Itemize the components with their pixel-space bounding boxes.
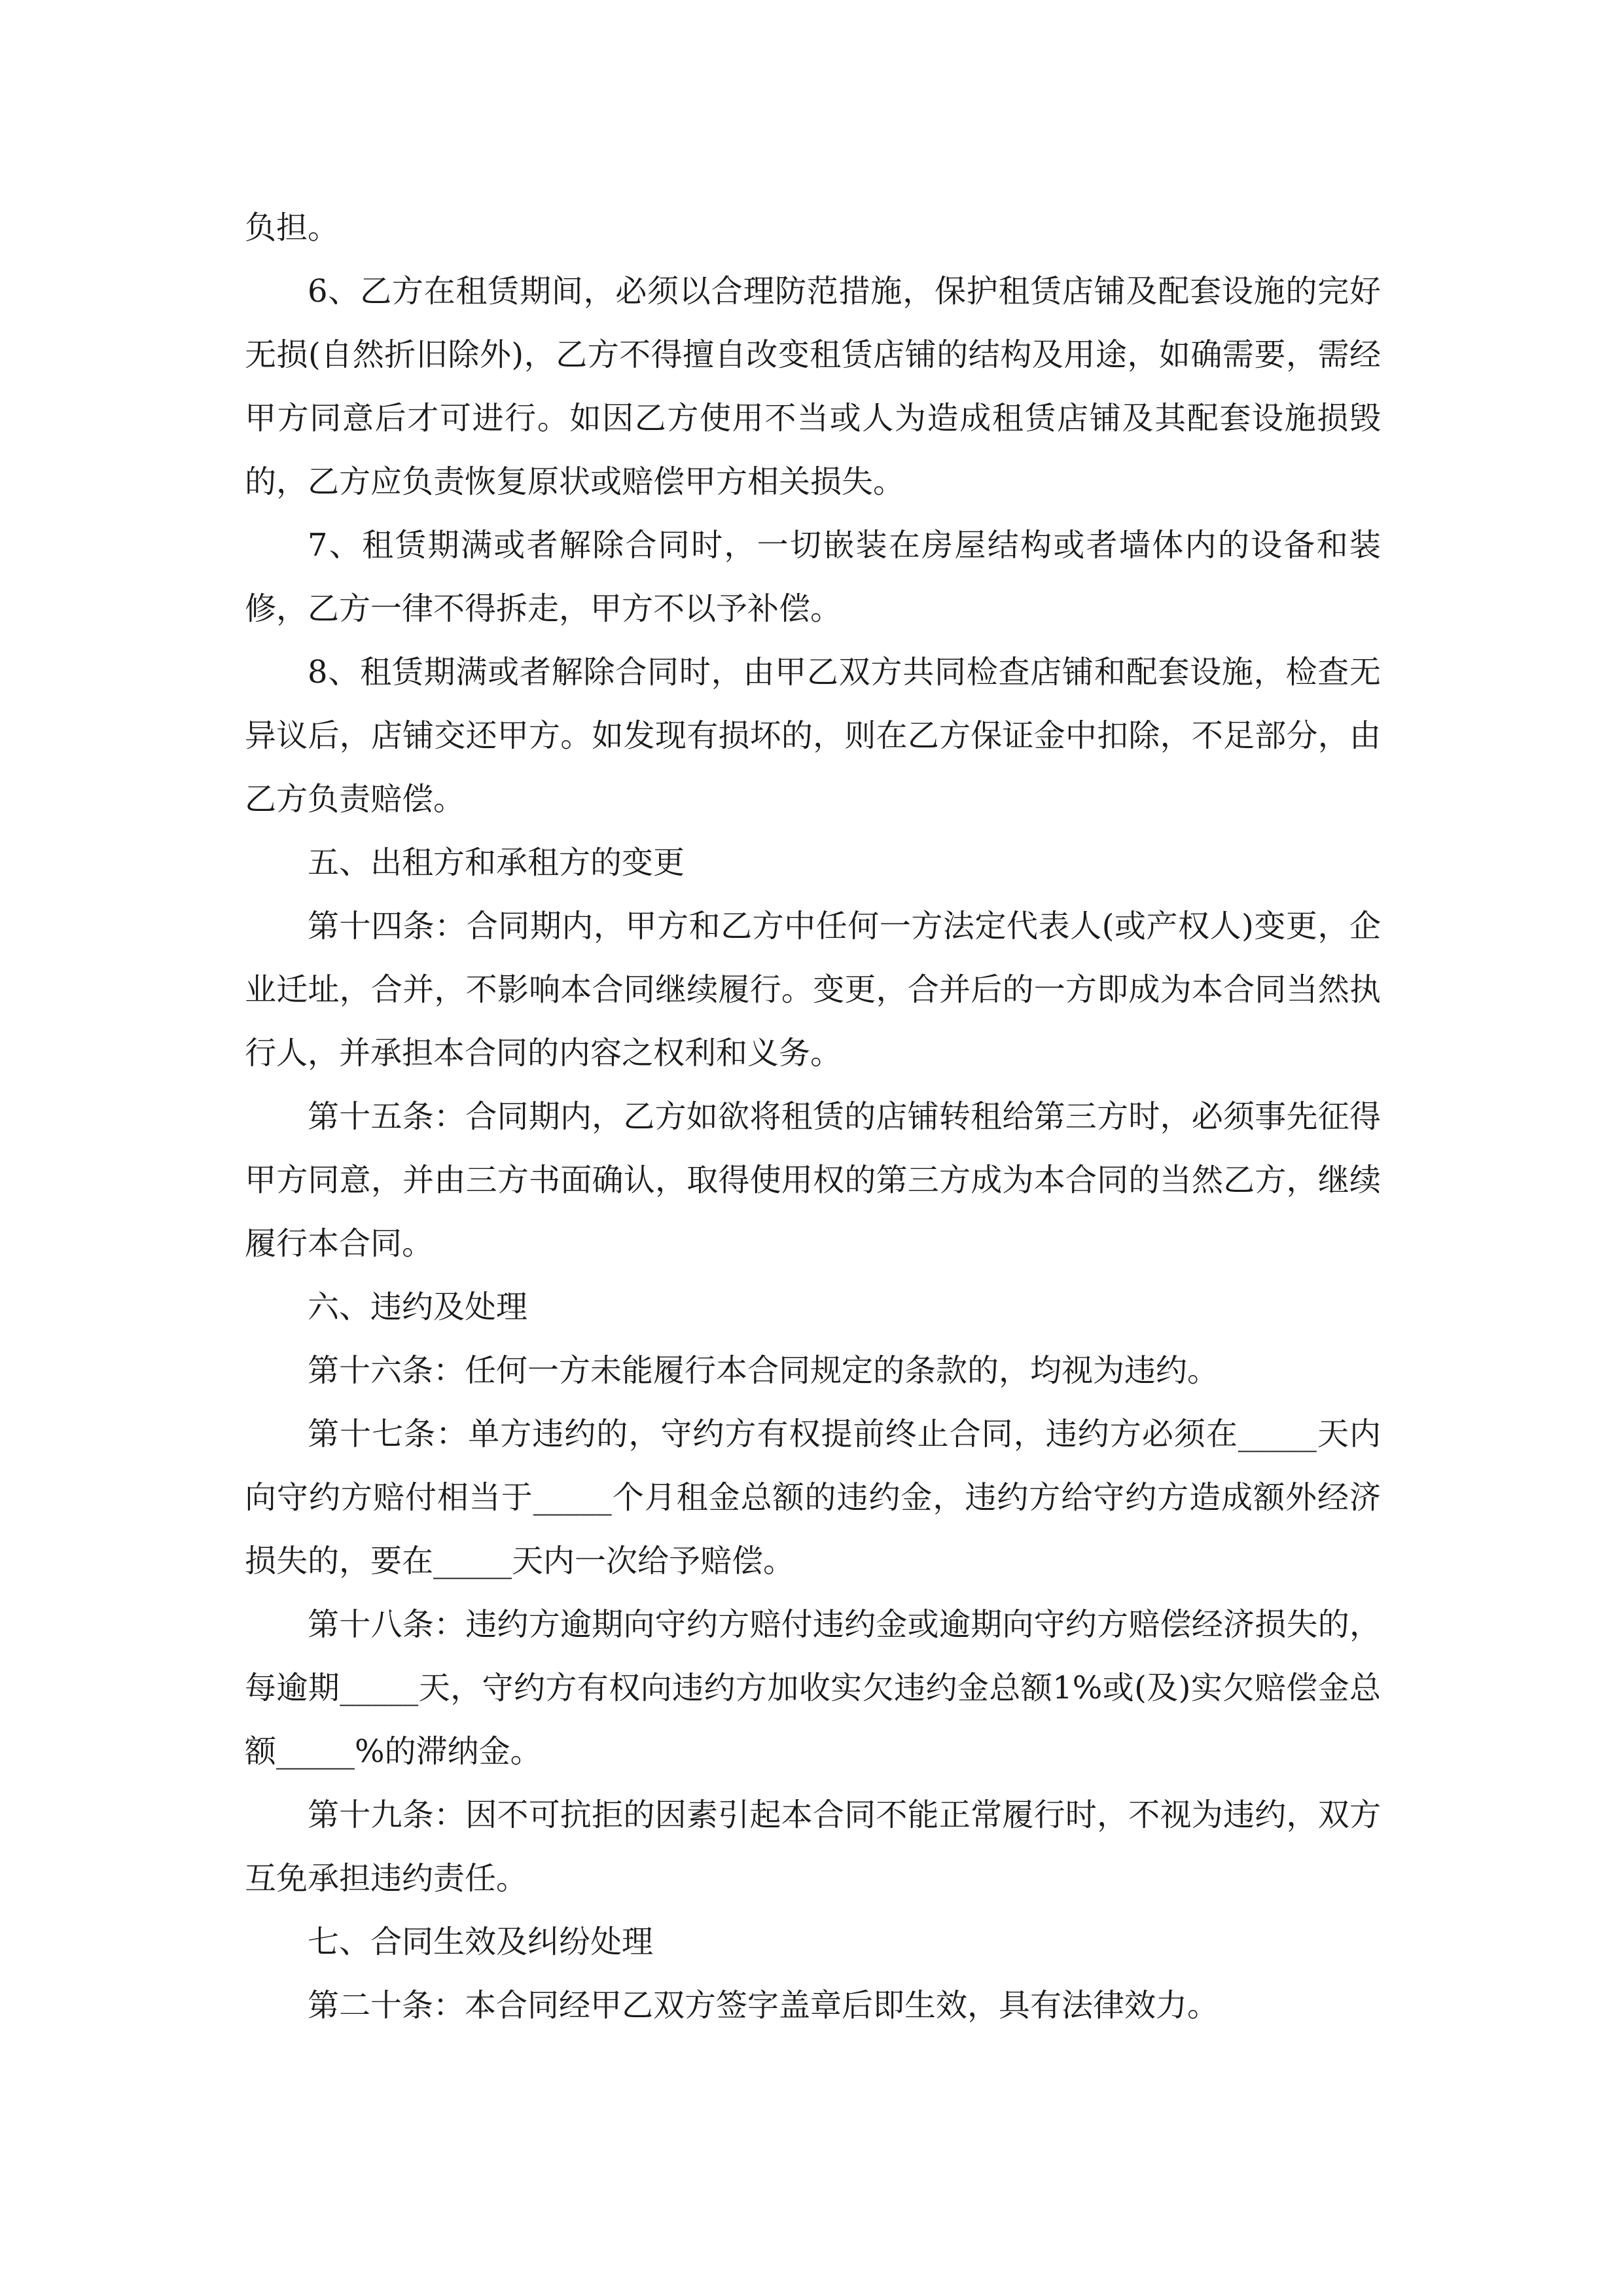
article-19: 第十九条：因不可抗拒的因素引起本合同不能正常履行时，不视为违约，双方互免承担违约责任。: [245, 1797, 1381, 1897]
paragraph-item-8: 8、租赁期满或者解除合同时，由甲乙双方共同检查店铺和配套设施，检查无异议后，店铺交还甲方。如发现有损坏的，则在乙方保证金中扣除，不足部分，由乙方负责赔偿。: [245, 654, 1381, 817]
section-heading-7: 七、合同生效及纠纷处理: [308, 1924, 654, 1960]
document-body: [245, 196, 1381, 2037]
paragraph-item-6: 6、乙方在租赁期间，必须以合理防范措施，保护租赁店铺及配套设施的完好无损(自然折旧除外)，乙方不得擅自改变租赁店铺的结构及用途，如确需要，需经甲方同意后才可进行。如因乙方使用不当或人为造成租赁店铺及其配套设施损毁的，乙方应负责恢复原状或赔偿甲方相关损失。: [245, 273, 1381, 500]
paragraph-continuation: 负担。: [245, 209, 340, 246]
article-15: 第十五条：合同期内，乙方如欲将租赁的店铺转租给第三方时，必须事先征得甲方同意，并由三方书面确认，取得使用权的第三方成为本合同的当然乙方，继续履行本合同。: [245, 1098, 1381, 1262]
article-14: 第十四条：合同期内，甲方和乙方中任何一方法定代表人(或产权人)变更，企业迁址，合并，不影响本合同继续履行。变更，合并后的一方即成为本合同当然执行人，并承担本合同的内容之权利和义务。: [245, 908, 1381, 1071]
article-18: 第十八条：违约方逾期向守约方赔付违约金或逾期向守约方赔偿经济损失的，每逾期_____天，守约方有权向违约方加收实欠违约金总额1%或(及)实欠赔偿金总额_____%的滞纳金。: [245, 1606, 1381, 1770]
article-20: 第二十条：本合同经甲乙双方签字盖章后即生效，具有法律效力。: [308, 1987, 1219, 2024]
article-17: 第十七条：单方违约的，守约方有权提前终止合同，违约方必须在_____天内向守约方赔付相当于_____个月租金总额的违约金，违约方给守约方造成额外经济损失的，要在_____天内一次给予赔偿。: [245, 1416, 1381, 1579]
section-heading-5: 五、出租方和承租方的变更: [308, 844, 685, 881]
paragraph-item-7: 7、租赁期满或者解除合同时，一切嵌装在房屋结构或者墙体内的设备和装修，乙方一律不得拆走，甲方不以予补偿。: [245, 527, 1381, 627]
article-16: 第十六条：任何一方未能履行本合同规定的条款的，均视为违约。: [308, 1352, 1219, 1389]
section-heading-6: 六、违约及处理: [308, 1289, 528, 1325]
